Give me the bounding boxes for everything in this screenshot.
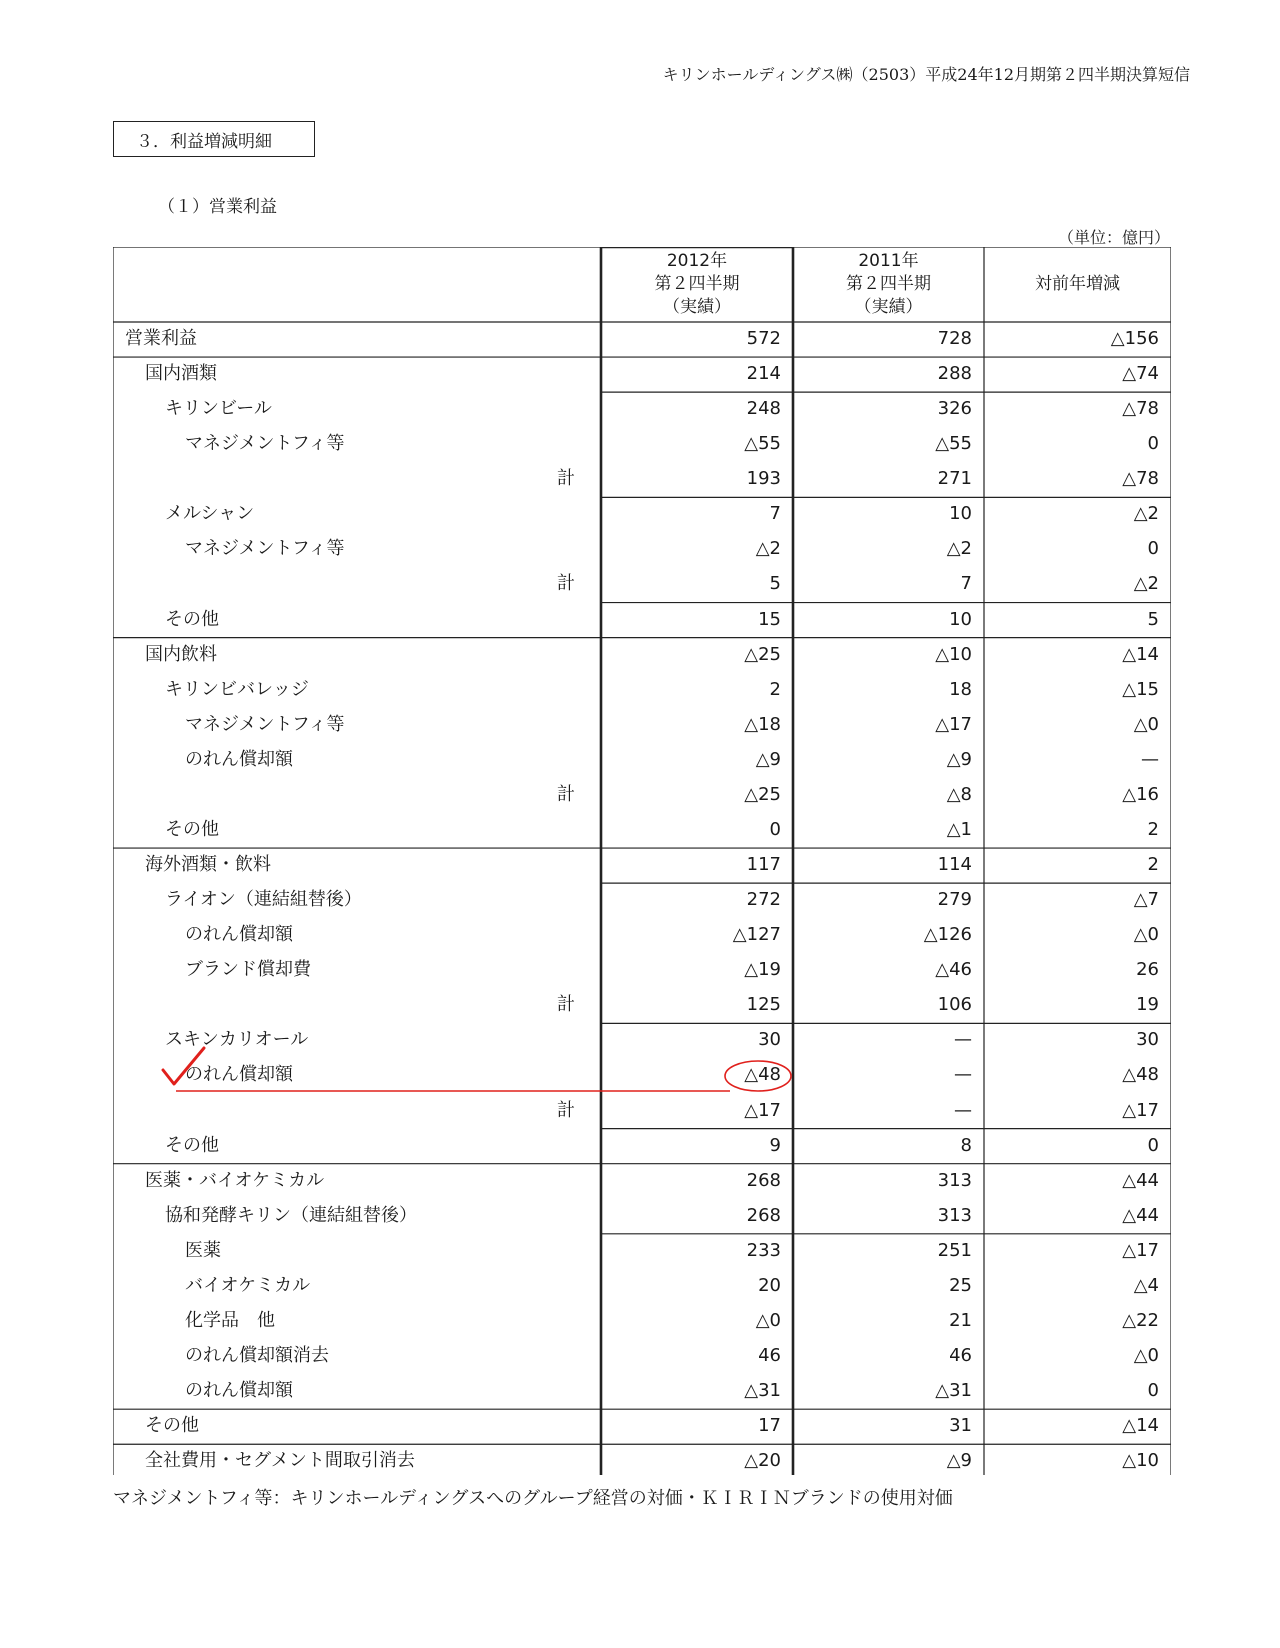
row-value: 268 (746, 1169, 781, 1191)
annotation-circle (725, 1061, 791, 1091)
row-value: — (954, 1099, 972, 1121)
row-value: 8 (960, 1134, 972, 1156)
column-header-line: 第２四半期 (654, 274, 740, 294)
row-value: △18 (744, 713, 781, 735)
row-label: のれん償却額消去 (185, 1345, 329, 1367)
row-value: △0 (755, 1309, 781, 1331)
row-value: △0 (1133, 1345, 1159, 1367)
row-value: 326 (937, 398, 972, 420)
row-label: その他 (165, 1134, 219, 1156)
row-value: 25 (949, 1274, 972, 1296)
row-label: その他 (145, 1415, 199, 1437)
row-value: 233 (746, 1239, 781, 1261)
row-value: 214 (746, 363, 781, 385)
row-label: スキンカリオール (165, 1029, 309, 1051)
row-value: △10 (935, 643, 972, 665)
row-value: 288 (937, 363, 972, 385)
row-value: △44 (1122, 1169, 1159, 1191)
row-value: 17 (758, 1415, 781, 1437)
row-value: 572 (746, 328, 781, 349)
row-value: △127 (732, 924, 781, 946)
row-value: △2 (1133, 573, 1159, 595)
row-value: 30 (758, 1029, 781, 1051)
column-header-line: （実績） (663, 297, 731, 317)
row-value: 9 (769, 1134, 781, 1156)
row-value: △74 (1122, 363, 1159, 385)
row-value: △78 (1122, 468, 1159, 490)
row-value: 46 (949, 1345, 972, 1367)
row-value: 7 (769, 503, 781, 525)
row-label: 海外酒類・飲料 (145, 854, 271, 876)
row-value: △31 (935, 1380, 972, 1402)
row-label: 計 (557, 573, 575, 595)
row-value: — (1141, 748, 1159, 770)
subsection-title: （１）営業利益 (158, 197, 277, 217)
row-label: メルシャン (165, 503, 255, 525)
row-label: のれん償却額 (185, 1064, 293, 1086)
row-value: 2 (769, 678, 781, 700)
row-value: 19 (1136, 994, 1159, 1016)
row-value: △17 (744, 1099, 781, 1121)
row-label: のれん償却額 (185, 748, 293, 770)
row-value: △48 (744, 1064, 781, 1086)
row-label: キリンビバレッジ (165, 678, 309, 700)
row-value: △2 (946, 538, 972, 560)
row-label: 計 (557, 1099, 575, 1121)
row-value: △156 (1110, 328, 1159, 349)
row-label: 全社費用・セグメント間取引消去 (145, 1450, 415, 1472)
row-value: 0 (1147, 538, 1159, 560)
row-value: 268 (746, 1204, 781, 1226)
row-value: △55 (935, 433, 972, 455)
row-value: 7 (960, 573, 972, 595)
row-label: 国内酒類 (145, 363, 217, 385)
row-label: 計 (557, 994, 575, 1016)
row-value: △2 (1133, 503, 1159, 525)
row-value: 26 (1136, 959, 1159, 981)
row-value: 106 (937, 994, 972, 1016)
row-value: — (954, 1029, 972, 1051)
row-value: △9 (946, 1450, 972, 1472)
row-value: 125 (746, 994, 781, 1016)
row-label: ライオン（連結組替後） (165, 889, 362, 911)
row-value: 46 (758, 1345, 781, 1367)
column-header-line: 第２四半期 (846, 274, 931, 294)
row-label: その他 (165, 818, 219, 840)
row-label: 計 (557, 783, 575, 805)
column-header-line: 2011年 (858, 251, 919, 271)
row-value: △25 (744, 643, 781, 665)
row-value: △55 (744, 433, 781, 455)
row-value: △19 (744, 959, 781, 981)
row-value: 5 (1147, 608, 1159, 630)
row-value: 2 (1147, 854, 1159, 876)
row-value: △17 (1122, 1099, 1159, 1121)
row-value: △25 (744, 783, 781, 805)
row-value: △22 (1122, 1309, 1159, 1331)
row-value: 20 (758, 1274, 781, 1296)
row-value: 0 (1147, 1134, 1159, 1156)
row-value: △0 (1133, 924, 1159, 946)
row-label: マネジメントフィ等 (185, 713, 345, 735)
row-value: △4 (1133, 1274, 1159, 1296)
row-value: △14 (1122, 643, 1159, 665)
row-label: バイオケミカル (185, 1274, 311, 1296)
row-value: 0 (1147, 1380, 1159, 1402)
row-value: 0 (769, 818, 781, 840)
row-label: マネジメントフィ等 (185, 538, 345, 560)
row-label: マネジメントフィ等 (185, 433, 345, 455)
row-label: 計 (557, 468, 575, 490)
row-value: △20 (744, 1450, 781, 1472)
row-value: 15 (758, 608, 781, 630)
row-label: 医薬・バイオケミカル (145, 1169, 325, 1191)
row-value: 21 (949, 1309, 972, 1331)
row-value: 272 (746, 889, 781, 911)
row-value: △2 (755, 538, 781, 560)
row-value: △7 (1133, 889, 1159, 911)
row-value: △16 (1122, 783, 1159, 805)
row-value: △1 (946, 818, 972, 840)
row-value: 279 (937, 889, 972, 911)
unit-label: （単位：億円） (1057, 228, 1170, 247)
row-value: △10 (1122, 1450, 1159, 1472)
row-value: 10 (949, 503, 972, 525)
row-value: △9 (946, 748, 972, 770)
row-value: 313 (937, 1204, 972, 1226)
row-value: △14 (1122, 1415, 1159, 1437)
row-value: △0 (1133, 713, 1159, 735)
row-value: 5 (769, 573, 781, 595)
row-label: 国内飲料 (145, 643, 217, 665)
row-value: 30 (1136, 1029, 1159, 1051)
row-value: 0 (1147, 433, 1159, 455)
row-value: △48 (1122, 1064, 1159, 1086)
footnote: マネジメントフィ等：キリンホールディングスへのグループ経営の対価・ＫＩＲＩＮブランドの使用対価 (113, 1488, 953, 1509)
row-value: △17 (935, 713, 972, 735)
row-label: 営業利益 (125, 328, 197, 349)
column-header-line: （実績） (854, 297, 923, 317)
column-header-line: 対前年増減 (1035, 274, 1120, 294)
row-label: ブランド償却費 (185, 959, 311, 981)
row-value: △46 (935, 959, 972, 981)
row-value: 10 (949, 608, 972, 630)
row-value: 271 (937, 468, 972, 490)
row-value: 728 (937, 328, 972, 349)
row-label: のれん償却額 (185, 924, 293, 946)
row-value: △8 (946, 783, 972, 805)
section-title: ３．利益増減明細 (136, 131, 272, 152)
row-label: 医薬 (185, 1239, 221, 1261)
check-mark-icon (163, 1048, 204, 1084)
row-value: △9 (755, 748, 781, 770)
row-label: その他 (165, 608, 219, 630)
row-value: 313 (937, 1169, 972, 1191)
column-header-line: 2012年 (666, 251, 728, 271)
row-value: — (954, 1064, 972, 1086)
row-value: 193 (746, 468, 781, 490)
row-label: キリンビール (165, 398, 272, 420)
row-value: 2 (1147, 818, 1159, 840)
row-value: 117 (746, 854, 781, 876)
row-label: 協和発酵キリン（連結組替後） (165, 1204, 417, 1226)
row-value: 251 (937, 1239, 972, 1261)
row-value: 18 (949, 678, 972, 700)
row-value: △17 (1122, 1239, 1159, 1261)
row-value: 31 (949, 1415, 972, 1437)
document-header: キリンホールディングス㈱（2503）平成24年12月期第２四半期決算短信 (662, 65, 1190, 84)
row-value: 248 (746, 398, 781, 420)
row-label: 化学品 他 (185, 1309, 275, 1331)
row-value: 114 (937, 854, 972, 876)
row-value: △15 (1122, 678, 1159, 700)
row-value: △31 (744, 1380, 781, 1402)
row-label: のれん償却額 (185, 1380, 293, 1402)
row-value: △44 (1122, 1204, 1159, 1226)
row-value: △126 (923, 924, 972, 946)
row-value: △78 (1122, 398, 1159, 420)
